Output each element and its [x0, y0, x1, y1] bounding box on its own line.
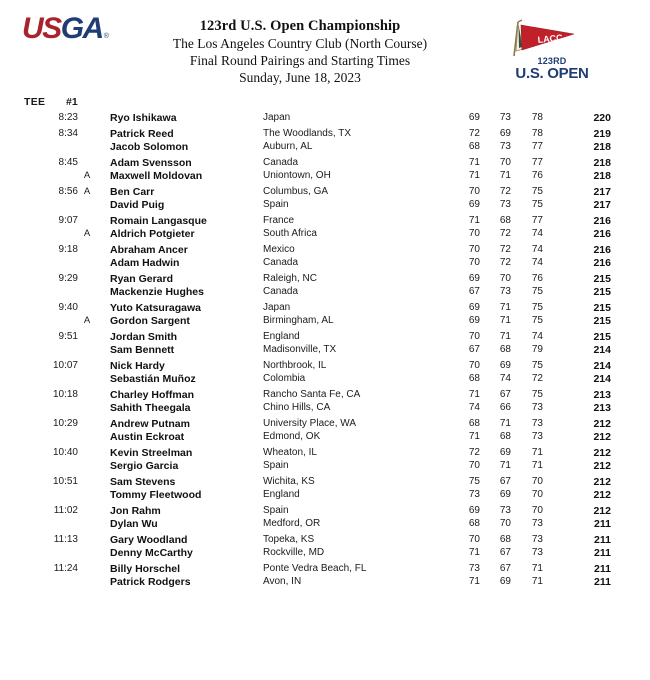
total-score: 211: [594, 534, 611, 546]
table-row: [0, 112, 650, 125]
tee-time: 9:18: [58, 244, 78, 255]
table-row: [0, 402, 650, 415]
table-row: [0, 228, 650, 241]
round-1-score: 70: [468, 331, 480, 342]
table-row: [0, 186, 650, 199]
player-name: Austin Eckroat: [110, 431, 185, 443]
pairing-group: [0, 447, 650, 473]
total-score: 214: [593, 360, 611, 372]
round-3-score: 75: [531, 360, 543, 371]
total-score: 213: [593, 389, 611, 401]
round-2-score: 69: [499, 360, 511, 371]
round-1-score: 73: [468, 563, 480, 574]
total-score: 217: [593, 186, 611, 198]
round-1-score: 72: [468, 128, 480, 139]
tee-time: 8:23: [58, 112, 78, 123]
round-3-score: 71: [531, 576, 543, 587]
player-hometown: Northbrook, IL: [263, 360, 327, 371]
lacc-event-label: U.S. OPEN: [515, 65, 589, 82]
amateur-marker: A: [83, 315, 91, 326]
pairing-group: [0, 534, 650, 560]
player-hometown: Spain: [263, 199, 289, 210]
tee-number-label: #1: [66, 96, 78, 108]
pairing-group: [0, 389, 650, 415]
round-3-score: 73: [531, 547, 543, 558]
round-2-score: 67: [499, 563, 511, 574]
venue-name: The Los Angeles Country Club (North Course): [172, 36, 428, 51]
round-1-score: 68: [468, 373, 480, 384]
round-2-score: 71: [499, 170, 511, 181]
total-score: 213: [593, 402, 611, 414]
pairing-group: [0, 186, 650, 212]
round-1-score: 70: [468, 460, 480, 471]
round-3-score: 73: [531, 518, 543, 529]
round-3-score: 73: [531, 534, 543, 545]
tee-time: 11:02: [53, 505, 78, 516]
pairings-list: [0, 112, 650, 589]
round-3-score: 73: [531, 402, 543, 413]
round-2-score: 73: [499, 112, 511, 123]
document-subtitle: Final Round Pairings and Starting Times: [189, 53, 411, 68]
round-1-score: 73: [468, 489, 480, 500]
round-2-score: 72: [499, 228, 511, 239]
round-2-score: 71: [499, 302, 511, 313]
total-score: 217: [593, 199, 611, 211]
round-3-score: 73: [531, 431, 543, 442]
player-hometown: England: [263, 489, 300, 500]
table-row: [0, 215, 650, 228]
player-name: Charley Hoffman: [110, 389, 195, 401]
total-score: 214: [593, 344, 611, 356]
round-3-score: 70: [531, 476, 543, 487]
round-3-score: 74: [531, 257, 543, 268]
round-2-score: 68: [499, 344, 511, 355]
total-score: 212: [593, 505, 611, 517]
round-2-score: 70: [499, 518, 511, 529]
round-1-score: 70: [468, 257, 480, 268]
player-name: Sahith Theegala: [110, 402, 191, 414]
usga-logo-part1: US: [22, 12, 61, 45]
player-name: Romain Langasque: [110, 215, 207, 227]
player-hometown: Raleigh, NC: [263, 273, 317, 284]
tee-time: 8:45: [58, 157, 78, 168]
round-1-score: 71: [468, 157, 480, 168]
table-row: [0, 141, 650, 154]
round-2-score: 72: [499, 244, 511, 255]
player-name: Patrick Reed: [110, 128, 174, 140]
table-row: [0, 331, 650, 344]
player-name: Gordon Sargent: [110, 315, 190, 327]
total-score: 215: [593, 273, 611, 285]
table-row: [0, 476, 650, 489]
pairing-group: [0, 476, 650, 502]
tee-time: 10:40: [52, 447, 78, 458]
pairing-group: [0, 128, 650, 154]
tee-time: 10:51: [52, 476, 78, 487]
pairing-group: [0, 215, 650, 241]
round-2-score: 71: [499, 331, 511, 342]
round-1-score: 67: [468, 344, 480, 355]
player-hometown: Auburn, AL: [263, 141, 313, 152]
player-name: Dylan Wu: [110, 518, 158, 530]
round-1-score: 71: [468, 576, 480, 587]
round-1-score: 68: [468, 141, 480, 152]
table-row: [0, 170, 650, 183]
round-1-score: 71: [468, 547, 480, 558]
player-hometown: England: [263, 331, 300, 342]
player-hometown: Colombia: [263, 373, 306, 384]
player-hometown: Japan: [263, 302, 291, 313]
player-name: Sergio Garcia: [110, 460, 179, 472]
round-3-score: 70: [531, 489, 543, 500]
player-name: Billy Horschel: [110, 563, 181, 575]
total-score: 212: [593, 431, 611, 443]
round-2-score: 74: [499, 373, 511, 384]
player-name: Aldrich Potgieter: [110, 228, 195, 240]
table-row: [0, 199, 650, 212]
event-date: Sunday, June 18, 2023: [239, 70, 361, 85]
player-hometown: South Africa: [263, 228, 317, 239]
round-2-score: 67: [499, 476, 511, 487]
player-hometown: Rancho Santa Fe, CA: [263, 389, 361, 400]
round-3-score: 75: [531, 199, 543, 210]
tee-column-label: TEE: [24, 96, 46, 108]
amateur-marker: A: [83, 170, 91, 181]
round-3-score: 73: [531, 418, 543, 429]
player-hometown: Canada: [263, 157, 299, 168]
total-score: 211: [594, 563, 611, 575]
table-row: [0, 244, 650, 257]
total-score: 211: [594, 547, 611, 559]
round-2-score: 72: [499, 186, 511, 197]
lacc-pennant-flag-icon: [492, 16, 602, 58]
player-hometown: Spain: [263, 460, 289, 471]
total-score: 218: [593, 141, 611, 153]
player-hometown: Spain: [263, 505, 289, 516]
player-name: Kevin Streelman: [110, 447, 193, 459]
round-3-score: 70: [531, 505, 543, 516]
table-row: [0, 563, 650, 576]
player-name: Tommy Fleetwood: [110, 489, 202, 501]
round-1-score: 71: [468, 389, 480, 400]
pairing-group: [0, 244, 650, 270]
round-2-score: 71: [499, 418, 511, 429]
round-1-score: 67: [468, 286, 480, 297]
round-3-score: 75: [531, 315, 543, 326]
round-2-score: 68: [499, 534, 511, 545]
table-row: [0, 431, 650, 444]
round-1-score: 69: [468, 199, 480, 210]
table-row: [0, 418, 650, 431]
table-row: [0, 315, 650, 328]
tee-time: 11:24: [53, 563, 78, 574]
round-2-score: 72: [499, 257, 511, 268]
table-row: [0, 447, 650, 460]
round-1-score: 75: [468, 476, 480, 487]
round-3-score: 71: [531, 460, 543, 471]
round-3-score: 75: [531, 286, 543, 297]
round-3-score: 78: [531, 112, 543, 123]
page-header: [0, 0, 650, 96]
player-name: Sam Stevens: [110, 476, 176, 488]
svg-text:LACC: LACC: [537, 32, 564, 45]
total-score: 215: [593, 315, 611, 327]
total-score: 211: [594, 518, 611, 530]
pairing-group: [0, 563, 650, 589]
round-3-score: 75: [531, 186, 543, 197]
tee-time: 9:40: [58, 302, 78, 313]
player-name: Yuto Katsuragawa: [110, 302, 202, 314]
player-name: Maxwell Moldovan: [110, 170, 203, 182]
total-score: 216: [593, 244, 611, 256]
round-2-score: 69: [499, 447, 511, 458]
player-name: Ryo Ishikawa: [110, 112, 177, 124]
round-1-score: 68: [468, 518, 480, 529]
round-3-score: 75: [531, 302, 543, 313]
usga-logo: [22, 14, 126, 48]
tee-time: 10:07: [52, 360, 78, 371]
player-name: Abraham Ancer: [110, 244, 188, 256]
player-name: Andrew Putnam: [110, 418, 190, 430]
table-row: [0, 157, 650, 170]
round-1-score: 71: [468, 170, 480, 181]
round-3-score: 75: [531, 389, 543, 400]
round-3-score: 77: [531, 157, 543, 168]
table-row: [0, 547, 650, 560]
round-3-score: 77: [531, 141, 543, 152]
player-hometown: Edmond, OK: [263, 431, 321, 442]
player-hometown: Chino Hills, CA: [263, 402, 331, 413]
player-hometown: Avon, IN: [263, 576, 302, 587]
total-score: 215: [593, 331, 611, 343]
player-hometown: Wichita, KS: [263, 476, 315, 487]
total-score: 212: [593, 489, 611, 501]
player-hometown: Medford, OR: [263, 518, 321, 529]
table-row: [0, 302, 650, 315]
round-2-score: 67: [499, 547, 511, 558]
player-name: Ryan Gerard: [110, 273, 174, 285]
round-2-score: 67: [499, 389, 511, 400]
table-row: [0, 534, 650, 547]
pairing-group: [0, 505, 650, 531]
tee-time: 8:34: [58, 128, 78, 139]
table-row: [0, 344, 650, 357]
lacc-us-open-logo: [492, 16, 602, 88]
total-score: 216: [593, 215, 611, 227]
pairing-group: [0, 273, 650, 299]
round-1-score: 71: [468, 215, 480, 226]
round-1-score: 68: [468, 418, 480, 429]
player-hometown: Mexico: [263, 244, 295, 255]
round-3-score: 74: [531, 244, 543, 255]
player-name: Adam Svensson: [110, 157, 192, 169]
player-hometown: Columbus, GA: [263, 186, 329, 197]
total-score: 212: [593, 476, 611, 488]
round-2-score: 71: [499, 460, 511, 471]
total-score: 215: [593, 286, 611, 298]
player-hometown: Canada: [263, 257, 299, 268]
pairing-group: [0, 331, 650, 357]
player-hometown: Uniontown, OH: [263, 170, 331, 181]
table-row: [0, 128, 650, 141]
round-3-score: 76: [531, 170, 543, 181]
player-hometown: Ponte Vedra Beach, FL: [263, 563, 367, 574]
round-1-score: 70: [468, 186, 480, 197]
player-name: Adam Hadwin: [110, 257, 180, 269]
player-name: Sebastián Muñoz: [110, 373, 196, 385]
pairings-sheet: [0, 96, 650, 589]
round-3-score: 79: [531, 344, 543, 355]
round-2-score: 69: [499, 489, 511, 500]
round-1-score: 69: [468, 273, 480, 284]
table-row: [0, 489, 650, 502]
pairing-group: [0, 302, 650, 328]
player-hometown: University Place, WA: [263, 418, 356, 429]
table-row: [0, 273, 650, 286]
pairing-group: [0, 418, 650, 444]
tee-time: 10:29: [52, 418, 78, 429]
round-1-score: 70: [468, 228, 480, 239]
player-hometown: Topeka, KS: [263, 534, 315, 545]
round-2-score: 68: [499, 431, 511, 442]
round-2-score: 70: [499, 157, 511, 168]
player-hometown: France: [263, 215, 295, 226]
round-2-score: 70: [499, 273, 511, 284]
player-name: Patrick Rodgers: [110, 576, 191, 588]
table-row: [0, 460, 650, 473]
total-score: 216: [593, 257, 611, 269]
table-row: [0, 360, 650, 373]
round-3-score: 78: [531, 128, 543, 139]
round-3-score: 74: [531, 331, 543, 342]
player-name: Ben Carr: [110, 186, 155, 198]
round-1-score: 69: [468, 302, 480, 313]
round-2-score: 66: [499, 402, 511, 413]
round-2-score: 73: [499, 505, 511, 516]
amateur-marker: A: [83, 186, 91, 197]
player-hometown: Birmingham, AL: [263, 315, 334, 326]
total-score: 211: [594, 576, 611, 588]
player-name: Nick Hardy: [110, 360, 165, 372]
total-score: 218: [593, 157, 611, 169]
total-score: 212: [593, 447, 611, 459]
tee-time: 8:56: [58, 186, 78, 197]
usga-logo-part2: GA: [60, 12, 103, 45]
total-score: 214: [593, 373, 611, 385]
round-3-score: 71: [531, 447, 543, 458]
player-hometown: Canada: [263, 286, 299, 297]
round-1-score: 70: [468, 534, 480, 545]
column-header-row: [0, 96, 650, 109]
round-2-score: 71: [499, 315, 511, 326]
title-block: [120, 18, 480, 86]
total-score: 216: [593, 228, 611, 240]
player-name: Jordan Smith: [110, 331, 178, 343]
player-name: Denny McCarthy: [110, 547, 193, 559]
table-row: [0, 373, 650, 386]
player-name: Mackenzie Hughes: [110, 286, 204, 298]
usga-registered-mark: ®: [103, 33, 108, 40]
round-3-score: 74: [531, 228, 543, 239]
table-row: [0, 505, 650, 518]
round-2-score: 69: [499, 128, 511, 139]
table-row: [0, 286, 650, 299]
total-score: 218: [593, 170, 611, 182]
table-row: [0, 576, 650, 589]
championship-title: 123rd U.S. Open Championship: [199, 18, 401, 34]
round-3-score: 77: [531, 215, 543, 226]
player-name: Jon Rahm: [110, 505, 161, 517]
total-score: 212: [593, 418, 611, 430]
round-2-score: 68: [499, 215, 511, 226]
round-2-score: 73: [499, 141, 511, 152]
round-1-score: 70: [468, 244, 480, 255]
pairing-group: [0, 360, 650, 386]
round-3-score: 71: [531, 563, 543, 574]
round-2-score: 73: [499, 199, 511, 210]
round-1-score: 70: [468, 360, 480, 371]
player-hometown: Rockville, MD: [263, 547, 325, 558]
player-name: Gary Woodland: [110, 534, 188, 546]
total-score: 212: [593, 460, 611, 472]
player-hometown: The Woodlands, TX: [263, 128, 352, 139]
round-3-score: 76: [531, 273, 543, 284]
player-name: Sam Bennett: [110, 344, 175, 356]
player-hometown: Japan: [263, 112, 291, 123]
table-row: [0, 518, 650, 531]
player-hometown: Madisonville, TX: [263, 344, 337, 355]
tee-time: 9:29: [58, 273, 78, 284]
player-name: David Puig: [110, 199, 165, 211]
total-score: 215: [593, 302, 611, 314]
round-1-score: 69: [468, 315, 480, 326]
tee-time: 10:18: [52, 389, 78, 400]
tee-time: 11:13: [53, 534, 78, 545]
round-1-score: 72: [468, 447, 480, 458]
round-2-score: 73: [499, 286, 511, 297]
tee-time: 9:51: [58, 331, 78, 342]
amateur-marker: A: [83, 228, 91, 239]
lacc-edition-label: 123RD: [537, 56, 567, 66]
pairing-group: [0, 112, 650, 125]
player-name: Jacob Solomon: [110, 141, 189, 153]
total-score: 219: [593, 128, 611, 140]
round-1-score: 74: [468, 402, 480, 413]
table-row: [0, 389, 650, 402]
round-1-score: 69: [468, 112, 480, 123]
round-2-score: 69: [499, 576, 511, 587]
player-hometown: Wheaton, IL: [263, 447, 317, 458]
round-1-score: 69: [468, 505, 480, 516]
total-score: 220: [593, 112, 611, 124]
pairing-group: [0, 157, 650, 183]
table-row: [0, 257, 650, 270]
round-3-score: 72: [531, 373, 543, 384]
tee-time: 9:07: [58, 215, 78, 226]
round-1-score: 71: [468, 431, 480, 442]
